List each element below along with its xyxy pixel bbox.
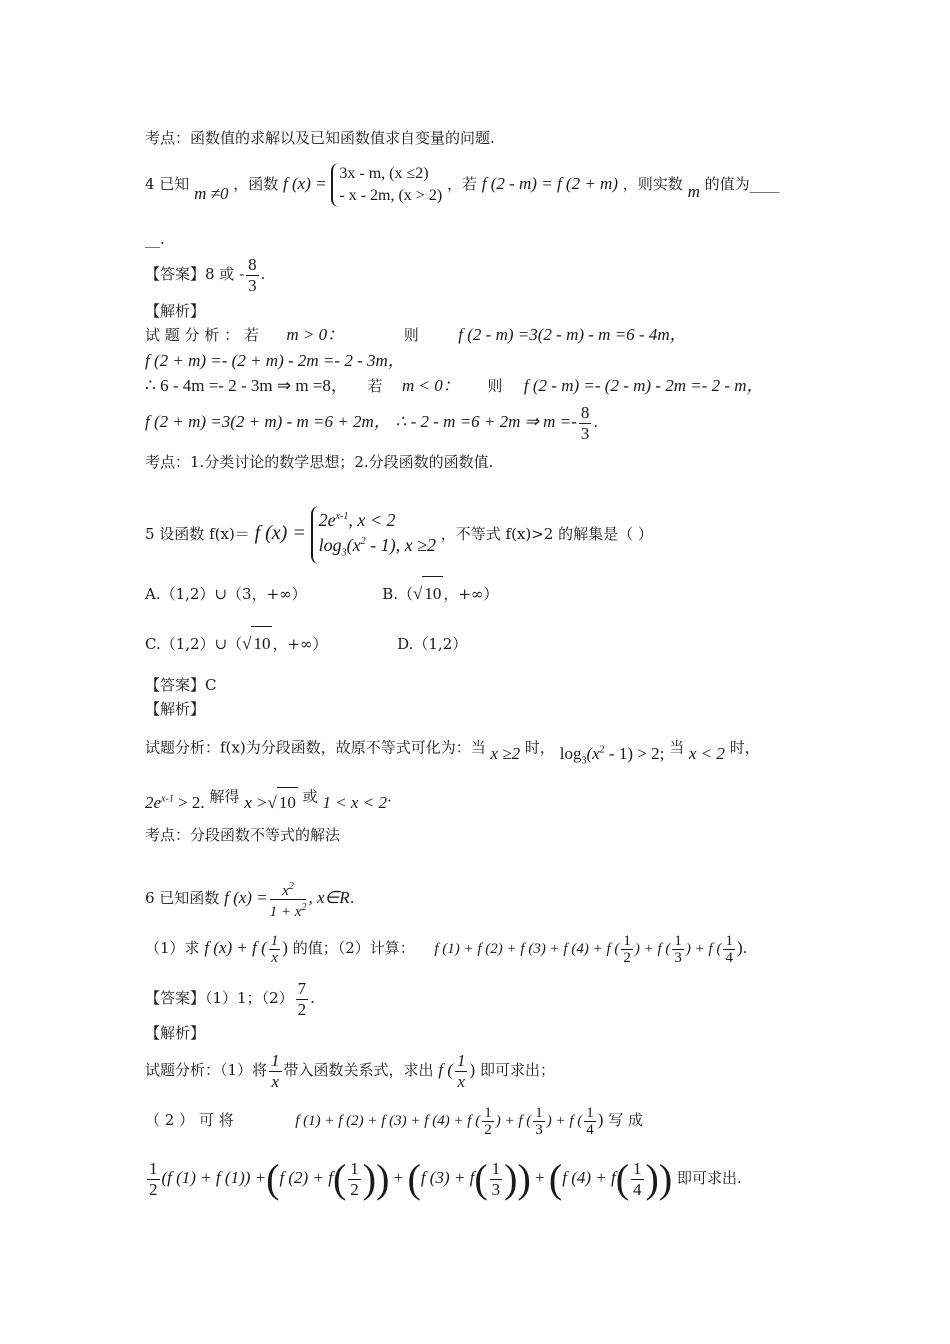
- question-5: 5 设函数 f(x)＝ f (x) = $2e^{x-1}$, x < 2 $\log_3(x^2 - 1)$, x ≥2 ，不等式 f(x)>2 的解集是（ ）: [145, 505, 653, 564]
- answer-4-line-4: f (2 + m) =3(2 + m) - m =6 + 2m， ∴ - 2 - m =6 + 2m ⇒ m =- $\frac{8}{3}$ .: [145, 402, 599, 443]
- option-a: A.（1,2）∪（3，+∞）: [145, 585, 307, 603]
- kaodian-line: 考点：1.分类讨论的数学思想；2.分段函数的函数值.: [145, 453, 494, 471]
- fraction: $\frac{x^2}{1 + x^2}$: [269, 880, 307, 920]
- question-6: 6 已知函数 f (x) = $\frac{x^2}{1 + x^2}$ , x∈R.: [145, 880, 355, 920]
- kaodian-line: 考点：分段函数不等式的解法: [145, 826, 341, 844]
- answer-4: 【答案】8 或 - $\frac{8}{3}$ .: [145, 254, 266, 295]
- answer-5: 【答案】C: [145, 676, 217, 694]
- jiexi-label: 【解析】: [145, 1024, 206, 1042]
- answer-4-line-1: 试 题 分 析 ： 若 m > 0： 则 f (2 - m) =3(2 - m) - m =6 - 4m，: [145, 325, 687, 344]
- answer-6: 【答案】（1）1；（2） $\frac{7}{2}$ .: [145, 978, 315, 1019]
- piecewise-cases: $2e^{x-1}$, x < 2 $\log_3(x^2 - 1)$, x ≥2: [311, 506, 436, 565]
- option-d: D.（1,2）: [397, 635, 468, 653]
- answer-6-line-1: 试题分析：（1）将 $\frac{1}{x}$ 带入函数关系式，求出 f ( $\frac{1}{x}$ ) 即可求出；: [145, 1050, 555, 1091]
- answer-5-line-1: 试题分析：f(x)为分段函数，故原不等式可化为：当 x ≥2 时， $\log_3(x^2 - 1) > 2$; 当 x < 2 时，: [145, 738, 760, 767]
- jiexi-label: 【解析】: [145, 302, 206, 320]
- option-c: C.（1,2）∪（√ 10 ，+∞）: [145, 635, 328, 653]
- fraction: $\frac{8}{3}$: [248, 254, 257, 295]
- answer-6-line-3: $\frac{1}{2}$ (f (1) + f (1)) +(f (2) + f( $\frac{1}{2}$ )) + (f (3) + f( $\frac{1}{3}$ )) + (f (4) + f( $\frac{1}{4}$ )) 即可求出.: [149, 1156, 742, 1201]
- answer-4-line-2: f (2 + m) =- (2 + m) - 2m =- 2 - 3m，: [145, 351, 405, 370]
- question-5-options-ab: [145, 576, 498, 611]
- answer-6-line-2: （ 2 ） 可 将 f (1) + f (2) + f (3) + f (4) + f ( $\frac{1}{2}$ ) + f ( $\frac{1}{3}$ ) + f ( $\frac{1}{4}$ ) 写 成: [145, 1104, 644, 1138]
- answer-5-line-2: $2e^{x-1} > 2$. 解得 x >√ 10 或 1 < x < 2.: [145, 778, 392, 812]
- question-5-options-cd: [145, 626, 467, 661]
- option-b: B.（√ 10 ，+∞）: [382, 585, 498, 603]
- kaodian-line: 考点：函数值的求解以及已知函数值求自变量的问题.: [145, 129, 495, 147]
- question-4-blank: __.: [145, 230, 165, 248]
- piecewise-cases: 3x - m, (x ≤2) - x - 2m, (x > 2): [331, 163, 442, 207]
- question-4: 4 已知 m ≠0 ，函数 f (x) = 3x - m, (x ≤2) - x - 2m, (x > 2) ，若 f (2 - m) = f (2 + m) ，则实数 m 的值为____: [145, 160, 780, 208]
- answer-4-line-3: ∴ 6 - 4m =- 2 - 3m ⇒ m =8， 若 m < 0： 则 f (2 - m) =- (2 - m) - 2m =- 2 - m，: [145, 376, 764, 395]
- jiexi-label: 【解析】: [145, 700, 206, 718]
- question-6-parts: （1）求 f (x) + f ( $\frac{1}{x}$ ) 的值；（2）计算： f (1) + f (2) + f (3) + f (4) + f ( $\frac{1}{2}$ ) + f ( $\frac{1}{3}$ ) + f ( $\frac{1}{4}$ ).: [145, 932, 748, 966]
- fraction: $\frac{8}{3}$: [580, 402, 590, 443]
